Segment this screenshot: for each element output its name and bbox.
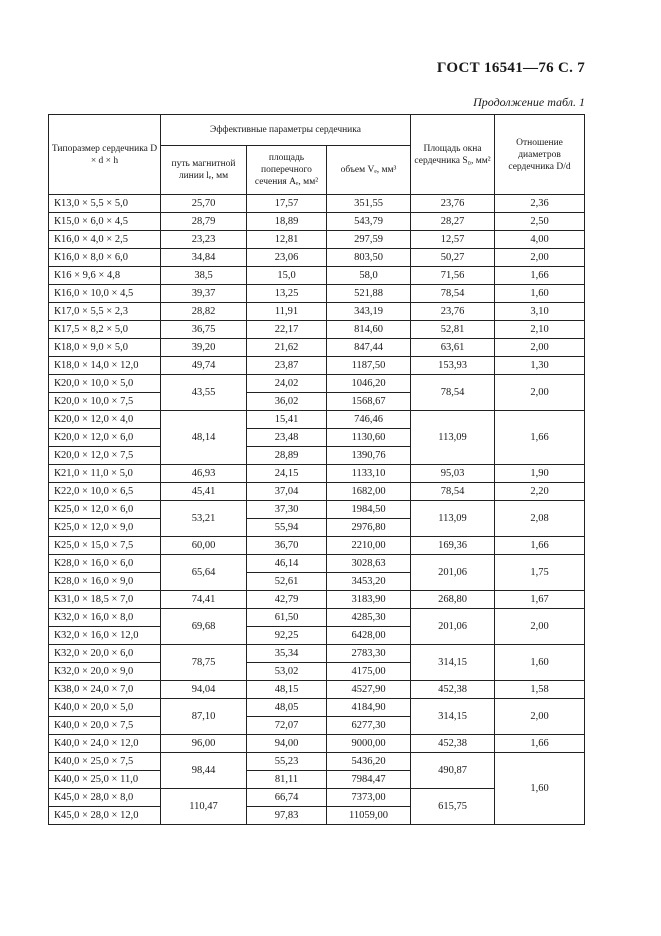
cell-area: 46,14 (247, 555, 327, 573)
cell-name: К20,0 × 10,0 × 7,5 (49, 393, 161, 411)
cell-window: 23,76 (411, 303, 495, 321)
cell-window: 23,76 (411, 195, 495, 213)
cell-area: 35,34 (247, 645, 327, 663)
cell-ratio: 4,00 (495, 231, 585, 249)
cell-window: 78,54 (411, 285, 495, 303)
cell-name: К40,0 × 20,0 × 7,5 (49, 717, 161, 735)
cell-volume: 3183,90 (327, 591, 411, 609)
cell-volume: 543,79 (327, 213, 411, 231)
cell-volume: 7984,47 (327, 771, 411, 789)
cell-path: 69,68 (161, 609, 247, 645)
cell-window: 153,93 (411, 357, 495, 375)
table-row (49, 339, 585, 357)
cell-name: К17,5 × 8,2 × 5,0 (49, 321, 161, 339)
cell-area: 23,06 (247, 249, 327, 267)
cell-volume: 343,19 (327, 303, 411, 321)
cell-volume: 2976,80 (327, 519, 411, 537)
cell-name: К18,0 × 9,0 × 5,0 (49, 339, 161, 357)
cell-area: 15,0 (247, 267, 327, 285)
cell-area: 36,02 (247, 393, 327, 411)
cell-window: 50,27 (411, 249, 495, 267)
cell-name: К31,0 × 18,5 × 7,0 (49, 591, 161, 609)
table-row (49, 501, 585, 519)
cell-path: 65,64 (161, 555, 247, 591)
cell-area: 37,04 (247, 483, 327, 501)
cell-area: 61,50 (247, 609, 327, 627)
cell-path: 25,70 (161, 195, 247, 213)
cell-volume: 4527,90 (327, 681, 411, 699)
cell-name: К25,0 × 15,0 × 7,5 (49, 537, 161, 555)
cell-volume: 9000,00 (327, 735, 411, 753)
cell-volume: 6277,30 (327, 717, 411, 735)
header-magnetic-path: путь магнитной линии lₑ, мм (161, 146, 247, 195)
cell-name: К32,0 × 20,0 × 6,0 (49, 645, 161, 663)
cell-volume: 803,50 (327, 249, 411, 267)
cell-window: 95,03 (411, 465, 495, 483)
cell-name: К16,0 × 10,0 × 4,5 (49, 285, 161, 303)
cell-volume: 814,60 (327, 321, 411, 339)
header-window-area: Площадь окна сердечника S₀, мм² (411, 115, 495, 195)
cell-name: К13,0 × 5,5 × 5,0 (49, 195, 161, 213)
cell-area: 15,41 (247, 411, 327, 429)
cell-area: 48,15 (247, 681, 327, 699)
table-row (49, 285, 585, 303)
cell-area: 94,00 (247, 735, 327, 753)
table-row (49, 735, 585, 753)
table-row (49, 483, 585, 501)
cell-name: К40,0 × 25,0 × 11,0 (49, 771, 161, 789)
cell-name: К25,0 × 12,0 × 9,0 (49, 519, 161, 537)
table-row (49, 753, 585, 771)
cell-ratio: 1,66 (495, 267, 585, 285)
cell-volume: 1984,50 (327, 501, 411, 519)
cell-window: 201,06 (411, 555, 495, 591)
cell-ratio: 2,00 (495, 375, 585, 411)
cell-volume: 2210,00 (327, 537, 411, 555)
cell-window: 201,06 (411, 609, 495, 645)
table-row (49, 411, 585, 429)
cell-ratio: 2,00 (495, 609, 585, 645)
cell-area: 23,48 (247, 429, 327, 447)
cell-name: К25,0 × 12,0 × 6,0 (49, 501, 161, 519)
cell-ratio: 1,67 (495, 591, 585, 609)
cell-path: 49,74 (161, 357, 247, 375)
cell-name: К17,0 × 5,5 × 2,3 (49, 303, 161, 321)
cell-path: 46,93 (161, 465, 247, 483)
cell-area: 52,61 (247, 573, 327, 591)
cell-ratio: 2,10 (495, 321, 585, 339)
cell-volume: 351,55 (327, 195, 411, 213)
cell-window: 63,61 (411, 339, 495, 357)
cell-window: 78,54 (411, 375, 495, 411)
cell-ratio: 1,58 (495, 681, 585, 699)
cell-path: 23,23 (161, 231, 247, 249)
cell-volume: 2783,30 (327, 645, 411, 663)
header-diameter-ratio: Отношение диаметров сердечника D/d (495, 115, 585, 195)
cell-name: К32,0 × 20,0 × 9,0 (49, 663, 161, 681)
cell-window: 452,38 (411, 681, 495, 699)
cell-volume: 11059,00 (327, 807, 411, 825)
cell-ratio: 3,10 (495, 303, 585, 321)
table-row (49, 645, 585, 663)
cell-ratio: 1,90 (495, 465, 585, 483)
cell-volume: 3453,20 (327, 573, 411, 591)
cell-volume: 297,59 (327, 231, 411, 249)
cell-name: К45,0 × 28,0 × 8,0 (49, 789, 161, 807)
cell-window: 12,57 (411, 231, 495, 249)
cell-ratio: 2,00 (495, 699, 585, 735)
cell-window: 490,87 (411, 753, 495, 789)
table-row (49, 699, 585, 717)
cell-volume: 4285,30 (327, 609, 411, 627)
cell-ratio: 2,36 (495, 195, 585, 213)
cell-volume: 1568,67 (327, 393, 411, 411)
table-row (49, 465, 585, 483)
cell-window: 52,81 (411, 321, 495, 339)
cell-name: К16 × 9,6 × 4,8 (49, 267, 161, 285)
cell-window: 615,75 (411, 789, 495, 825)
table-row (49, 375, 585, 393)
cell-volume: 5436,20 (327, 753, 411, 771)
cell-path: 39,37 (161, 285, 247, 303)
cell-area: 21,62 (247, 339, 327, 357)
cell-volume: 1130,60 (327, 429, 411, 447)
cell-name: К45,0 × 28,0 × 12,0 (49, 807, 161, 825)
cell-area: 37,30 (247, 501, 327, 519)
cell-name: К20,0 × 12,0 × 6,0 (49, 429, 161, 447)
cell-window: 268,80 (411, 591, 495, 609)
cell-area: 24,02 (247, 375, 327, 393)
cell-window: 113,09 (411, 411, 495, 465)
cell-volume: 521,88 (327, 285, 411, 303)
cell-name: К32,0 × 16,0 × 12,0 (49, 627, 161, 645)
cell-area: 36,70 (247, 537, 327, 555)
cell-area: 72,07 (247, 717, 327, 735)
core-parameters-table (48, 114, 585, 825)
cell-path: 98,44 (161, 753, 247, 789)
cell-path: 38,5 (161, 267, 247, 285)
cell-name: К38,0 × 24,0 × 7,0 (49, 681, 161, 699)
cell-ratio: 2,20 (495, 483, 585, 501)
cell-path: 28,79 (161, 213, 247, 231)
cell-window: 78,54 (411, 483, 495, 501)
cell-area: 12,81 (247, 231, 327, 249)
cell-area: 55,23 (247, 753, 327, 771)
cell-ratio: 1,66 (495, 735, 585, 753)
cell-volume: 746,46 (327, 411, 411, 429)
table-row (49, 321, 585, 339)
cell-area: 55,94 (247, 519, 327, 537)
table-row (49, 537, 585, 555)
cell-volume: 7373,00 (327, 789, 411, 807)
cell-ratio: 2,00 (495, 339, 585, 357)
cell-volume: 58,0 (327, 267, 411, 285)
table-row (49, 249, 585, 267)
cell-path: 87,10 (161, 699, 247, 735)
cell-name: К21,0 × 11,0 × 5,0 (49, 465, 161, 483)
cell-path: 45,41 (161, 483, 247, 501)
cell-ratio: 1,60 (495, 753, 585, 825)
cell-window: 452,38 (411, 735, 495, 753)
header-cross-section: площадь поперечного сечения Aₑ, мм² (247, 146, 327, 195)
header-volume: объем Vₑ, мм³ (327, 146, 411, 195)
table-row (49, 591, 585, 609)
cell-area: 81,11 (247, 771, 327, 789)
cell-area: 28,89 (247, 447, 327, 465)
table-row (49, 555, 585, 573)
cell-volume: 1046,20 (327, 375, 411, 393)
cell-volume: 847,44 (327, 339, 411, 357)
cell-ratio: 1,75 (495, 555, 585, 591)
table-body (49, 195, 585, 825)
cell-window: 314,15 (411, 645, 495, 681)
cell-path: 60,00 (161, 537, 247, 555)
cell-volume: 1682,00 (327, 483, 411, 501)
cell-path: 74,41 (161, 591, 247, 609)
header-typesize: Типоразмер сердечника D × d × h (49, 115, 161, 195)
document-title: ГОСТ 16541—76 С. 7 (436, 60, 585, 76)
cell-path: 28,82 (161, 303, 247, 321)
table-row (49, 609, 585, 627)
cell-window: 314,15 (411, 699, 495, 735)
cell-path: 34,84 (161, 249, 247, 267)
cell-area: 92,25 (247, 627, 327, 645)
cell-area: 13,25 (247, 285, 327, 303)
cell-name: К40,0 × 20,0 × 5,0 (49, 699, 161, 717)
cell-area: 66,74 (247, 789, 327, 807)
cell-ratio: 2,00 (495, 249, 585, 267)
cell-path: 110,47 (161, 789, 247, 825)
cell-name: К20,0 × 10,0 × 5,0 (49, 375, 161, 393)
cell-area: 17,57 (247, 195, 327, 213)
cell-name: К18,0 × 14,0 × 12,0 (49, 357, 161, 375)
cell-ratio: 2,08 (495, 501, 585, 537)
cell-area: 18,89 (247, 213, 327, 231)
cell-name: К40,0 × 24,0 × 12,0 (49, 735, 161, 753)
table-row (49, 195, 585, 213)
cell-window: 113,09 (411, 501, 495, 537)
cell-path: 96,00 (161, 735, 247, 753)
cell-path: 43,55 (161, 375, 247, 411)
cell-name: К40,0 × 25,0 × 7,5 (49, 753, 161, 771)
cell-volume: 3028,63 (327, 555, 411, 573)
cell-path: 39,20 (161, 339, 247, 357)
cell-window: 169,36 (411, 537, 495, 555)
cell-path: 48,14 (161, 411, 247, 465)
cell-area: 48,05 (247, 699, 327, 717)
cell-window: 28,27 (411, 213, 495, 231)
cell-volume: 4175,00 (327, 663, 411, 681)
cell-ratio: 2,50 (495, 213, 585, 231)
cell-ratio: 1,30 (495, 357, 585, 375)
cell-volume: 6428,00 (327, 627, 411, 645)
table-row (49, 681, 585, 699)
table-row (49, 357, 585, 375)
cell-ratio: 1,60 (495, 285, 585, 303)
table-continuation-label: Продолжение табл. 1 (473, 95, 585, 109)
cell-area: 24,15 (247, 465, 327, 483)
cell-ratio: 1,66 (495, 411, 585, 465)
cell-path: 78,75 (161, 645, 247, 681)
cell-area: 42,79 (247, 591, 327, 609)
table-row (49, 303, 585, 321)
cell-name: К16,0 × 4,0 × 2,5 (49, 231, 161, 249)
cell-area: 97,83 (247, 807, 327, 825)
table-row (49, 231, 585, 249)
cell-volume: 1187,50 (327, 357, 411, 375)
header-effective-params: Эффективные параметры сердечника (161, 115, 411, 146)
cell-area: 22,17 (247, 321, 327, 339)
cell-name: К28,0 × 16,0 × 6,0 (49, 555, 161, 573)
cell-area: 23,87 (247, 357, 327, 375)
cell-name: К15,0 × 6,0 × 4,5 (49, 213, 161, 231)
cell-volume: 1390,76 (327, 447, 411, 465)
cell-window: 71,56 (411, 267, 495, 285)
cell-ratio: 1,66 (495, 537, 585, 555)
cell-path: 53,21 (161, 501, 247, 537)
cell-path: 94,04 (161, 681, 247, 699)
cell-path: 36,75 (161, 321, 247, 339)
cell-area: 53,02 (247, 663, 327, 681)
cell-area: 11,91 (247, 303, 327, 321)
table-row (49, 213, 585, 231)
cell-name: К20,0 × 12,0 × 4,0 (49, 411, 161, 429)
cell-volume: 1133,10 (327, 465, 411, 483)
cell-name: К28,0 × 16,0 × 9,0 (49, 573, 161, 591)
table-row (49, 267, 585, 285)
cell-ratio: 1,60 (495, 645, 585, 681)
cell-name: К22,0 × 10,0 × 6,5 (49, 483, 161, 501)
cell-volume: 4184,90 (327, 699, 411, 717)
cell-name: К32,0 × 16,0 × 8,0 (49, 609, 161, 627)
cell-name: К20,0 × 12,0 × 7,5 (49, 447, 161, 465)
cell-name: К16,0 × 8,0 × 6,0 (49, 249, 161, 267)
